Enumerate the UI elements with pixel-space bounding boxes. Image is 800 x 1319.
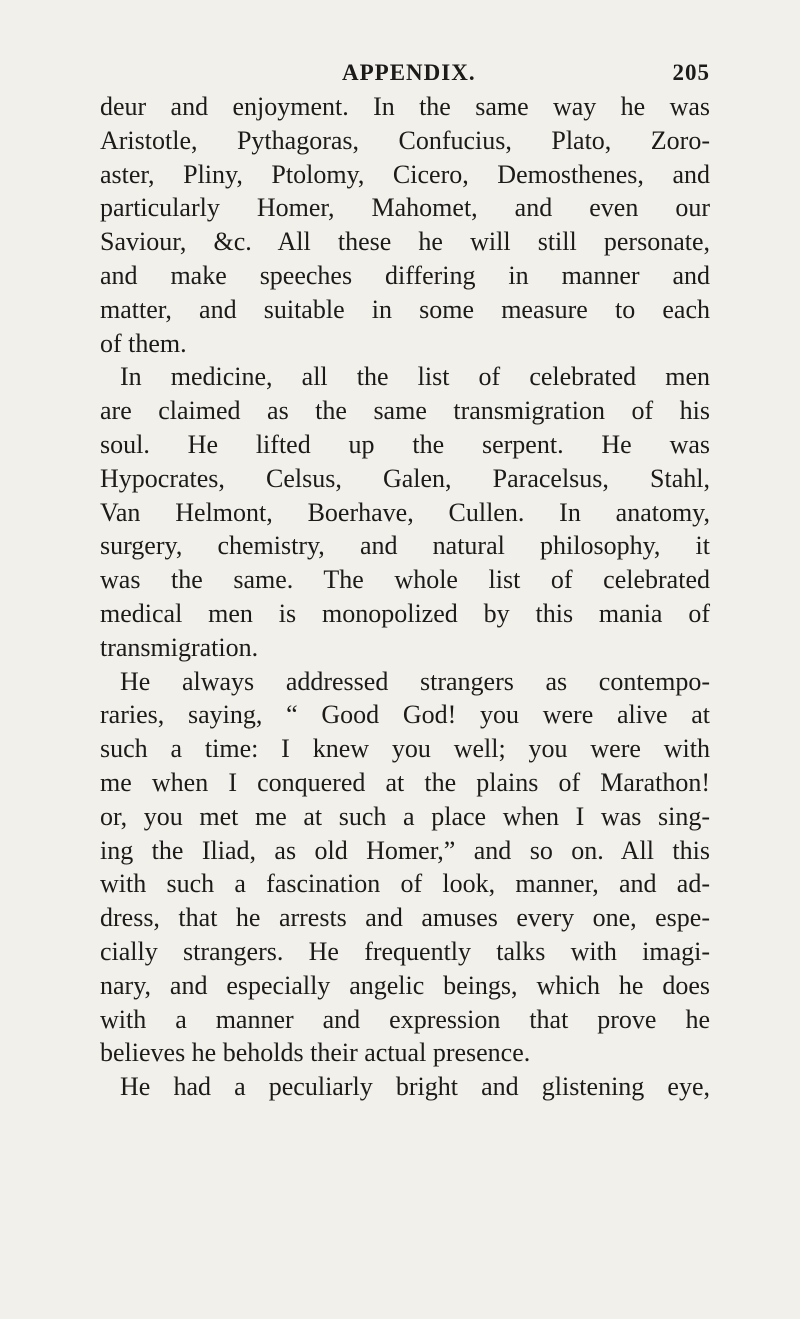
text-line: particularly Homer, Mahomet, and even our xyxy=(100,193,710,223)
text-line: Van Helmont, Boerhave, Cullen. In anatomy, xyxy=(100,497,710,527)
text-line: and make speeches differing in manner and xyxy=(100,260,710,290)
text-line: deur and enjoyment. In the same way he was xyxy=(100,92,710,121)
running-title: APPENDIX. xyxy=(342,60,476,85)
text-line: surgery, chemistry, and natural philosophy, it xyxy=(100,531,710,561)
text-line: transmigration. xyxy=(100,632,259,662)
text-line: me when I conquered at the plains of Marathon! xyxy=(100,767,710,797)
text-line: cially strangers. He frequently talks with imagi- xyxy=(100,936,710,966)
text-line: matter, and suitable in some measure to each xyxy=(100,294,710,324)
text-line: are claimed as the same transmigration of his xyxy=(100,396,710,426)
paragraph-start-line: He always addressed strangers as contempo- xyxy=(120,666,710,696)
paragraph-start-line: He had a peculiarly bright and glistening eye, xyxy=(120,1072,710,1102)
text-line: believes he beholds their actual presence. xyxy=(100,1038,531,1068)
text-line: dress, that he arrests and amuses every one, espe- xyxy=(100,903,710,933)
page-number: 205 xyxy=(672,60,710,85)
text-line: Aristotle, Pythagoras, Confucius, Plato, Zoro- xyxy=(100,125,710,155)
text-line: ing the Iliad, as old Homer,” and so on. All this xyxy=(100,835,710,865)
text-line: raries, saying, “ Good God! you were alive at xyxy=(100,700,710,730)
text-line: was the same. The whole list of celebrated xyxy=(100,565,710,595)
text-line: of them. xyxy=(100,328,187,358)
paragraph-start-line: In medicine, all the list of celebrated men xyxy=(120,362,710,392)
running-head xyxy=(100,60,710,90)
text-line: soul. He lifted up the serpent. He was xyxy=(100,429,710,459)
body-text xyxy=(100,90,710,1104)
text-line: nary, and especially angelic beings, which he does xyxy=(100,970,710,1000)
text-line: such a time: I knew you well; you were with xyxy=(100,734,710,764)
text-line: with such a fascination of look, manner, and ad- xyxy=(100,869,710,899)
text-line: aster, Pliny, Ptolomy, Cicero, Demosthenes, and xyxy=(100,159,710,189)
text-line: Saviour, &c. All these he will still personate, xyxy=(100,227,710,257)
text-line: with a manner and expression that prove he xyxy=(100,1004,710,1034)
text-line: Hypocrates, Celsus, Galen, Paracelsus, Stahl, xyxy=(100,463,710,493)
text-line: or, you met me at such a place when I was sing- xyxy=(100,801,710,831)
text-line: medical men is monopolized by this mania of xyxy=(100,598,710,628)
